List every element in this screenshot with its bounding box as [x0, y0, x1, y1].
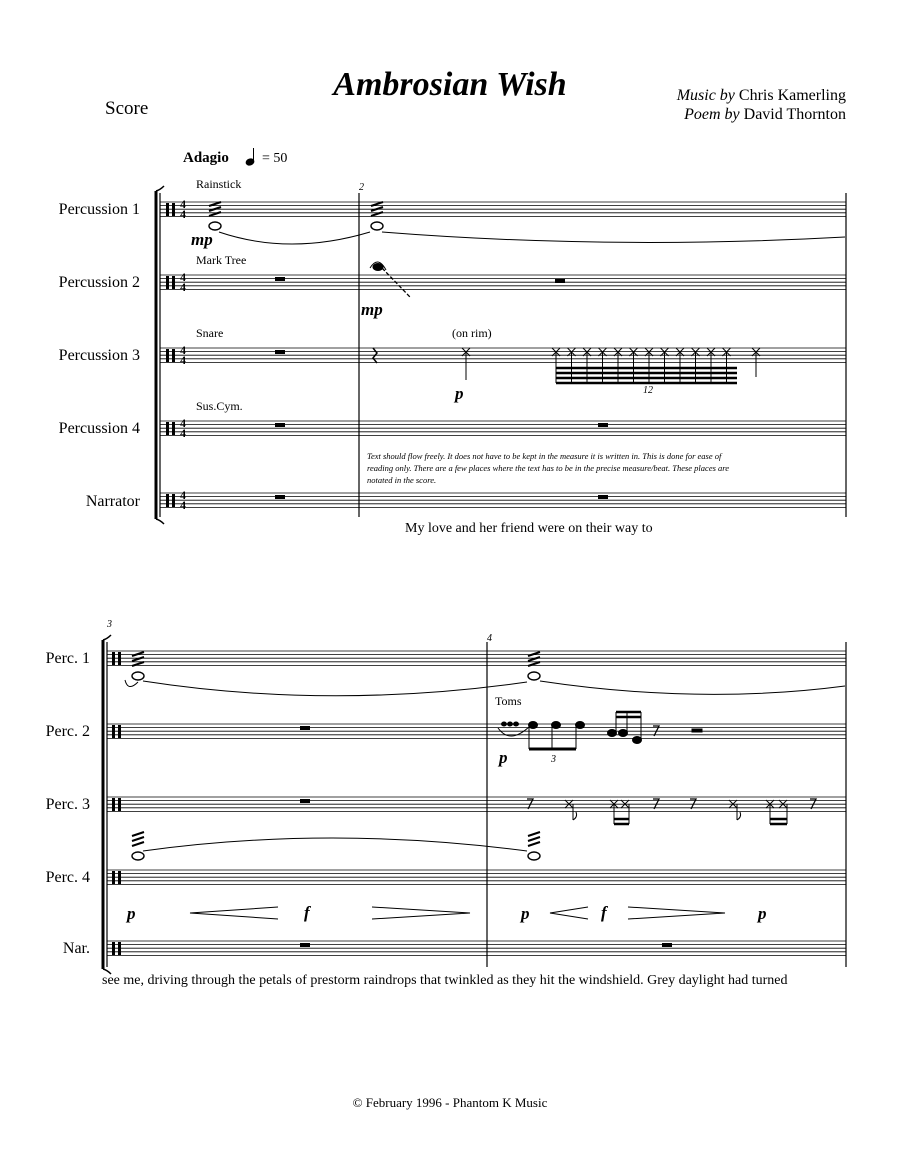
percussion-clef-icon	[118, 652, 121, 665]
narration-text: see me, driving through the petals of prestorm raindrops that twinkled as they hit the windshield. Grey daylight had turned	[102, 973, 788, 988]
dynamic-marking: p	[499, 748, 508, 767]
music-credit-prefix: Music by	[676, 87, 735, 104]
dynamic-marking: p	[521, 904, 530, 923]
whole-rest	[300, 726, 310, 730]
dynamic-marking: mp	[191, 230, 213, 249]
score-label: Score	[105, 98, 149, 119]
time-signature: 4	[180, 426, 186, 440]
instrument-label: Toms	[495, 694, 522, 708]
percussion-clef-icon	[118, 798, 121, 811]
tempo-value: = 50	[262, 151, 288, 166]
instrument-name: Percussion 4	[58, 420, 140, 437]
mark-tree-gliss	[370, 262, 410, 297]
percussion-clef-icon	[172, 422, 175, 435]
percussion-clef-icon	[166, 276, 169, 289]
whole-rest	[275, 423, 285, 427]
barlines	[107, 193, 846, 967]
instrument-name: Percussion 1	[58, 201, 140, 218]
instrument-name: Perc. 2	[45, 723, 90, 740]
technique-label: (on rim)	[452, 326, 492, 340]
time-signature: 4	[180, 498, 186, 512]
poem-credit-prefix: Poem by	[684, 106, 740, 123]
hairpins	[190, 907, 725, 919]
tempo-quarter-note-icon	[245, 148, 255, 166]
percussion-clefs	[112, 197, 186, 955]
instrument-name: Narrator	[85, 493, 140, 510]
time-signature: 4	[180, 488, 186, 502]
copyright-footer: © February 1996 - Phantom K Music	[352, 1095, 548, 1110]
perc4-roll	[132, 832, 540, 860]
rainstick-roll-note	[209, 202, 845, 244]
instrument-name: Perc. 4	[45, 869, 90, 886]
percussion-clef-icon	[172, 349, 175, 362]
percussion-clef-icon	[112, 652, 115, 665]
instrument-name: Perc. 3	[45, 796, 90, 813]
poet-name: David Thornton	[743, 106, 846, 123]
percussion-clef-icon	[172, 276, 175, 289]
dynamic-marking: f	[601, 903, 607, 922]
flag	[573, 812, 577, 820]
whole-rest	[555, 279, 565, 283]
tuplet-number: 3	[551, 754, 556, 765]
whole-rest	[300, 943, 310, 947]
instrument-label: Sus.Cym.	[196, 399, 243, 413]
instrument-name: Nar.	[62, 940, 90, 957]
instrument-name: Percussion 2	[58, 274, 140, 291]
snare-sixteenth-run	[552, 348, 760, 383]
flag	[737, 812, 741, 820]
dynamic-marking: p	[127, 904, 136, 923]
instrument-label: Rainstick	[196, 177, 242, 191]
percussion-clef-icon	[118, 942, 121, 955]
instrument-name: Percussion 3	[58, 347, 140, 364]
percussion-clef-icon	[118, 871, 121, 884]
whole-rest	[662, 943, 672, 947]
whole-rest	[275, 495, 285, 499]
system-bracket	[103, 186, 164, 974]
instrument-label: Snare	[196, 326, 224, 340]
percussion-clef-icon	[172, 494, 175, 507]
percussion-clef-icon	[172, 203, 175, 216]
percussion-clef-icon	[166, 422, 169, 435]
percussion-clef-icon	[112, 725, 115, 738]
performance-note: Text should flow freely. It does not have to be kept in the measure it is written in. This is done for ease of reading only. There are a few places where the text has to be in the precise measure/beat. These places are notated in the score.	[367, 451, 730, 485]
percussion-clef-icon	[118, 725, 121, 738]
percussion-clef-icon	[112, 871, 115, 884]
measure-number: 2	[359, 182, 364, 193]
time-signature: 4	[180, 353, 186, 367]
tuplet-number: 12	[643, 385, 653, 396]
measure-number: 4	[487, 633, 492, 644]
time-signature: 4	[180, 207, 186, 221]
time-signature: 4	[180, 343, 186, 357]
dynamic-marking: p	[455, 384, 464, 403]
dynamic-marking: f	[304, 903, 310, 922]
time-signature: 4	[180, 270, 186, 284]
time-signature: 4	[180, 416, 186, 430]
percussion-clef-icon	[112, 798, 115, 811]
percussion-clef-icon	[166, 349, 169, 362]
dynamic-marking: p	[758, 904, 767, 923]
composer-name: Chris Kamerling	[738, 87, 846, 104]
whole-rest	[275, 277, 285, 281]
percussion-clef-icon	[166, 494, 169, 507]
tempo-marking: Adagio	[183, 150, 229, 166]
whole-rest	[300, 799, 310, 803]
time-signature: 4	[180, 197, 186, 211]
instrument-label: Mark Tree	[196, 253, 247, 267]
whole-rest	[275, 350, 285, 354]
narration-text: My love and her friend were on their way to	[405, 521, 653, 536]
snare-notation	[373, 348, 470, 380]
whole-rest	[598, 495, 608, 499]
whole-rest	[598, 423, 608, 427]
measure-number: 3	[107, 619, 112, 630]
time-signature: 4	[180, 280, 186, 294]
percussion-clef-icon	[112, 942, 115, 955]
percussion-clef-icon	[166, 203, 169, 216]
toms-notation	[498, 712, 702, 749]
score-title: Ambrosian Wish	[333, 66, 567, 103]
dynamic-marking: mp	[361, 300, 383, 319]
instrument-name: Perc. 1	[45, 650, 90, 667]
